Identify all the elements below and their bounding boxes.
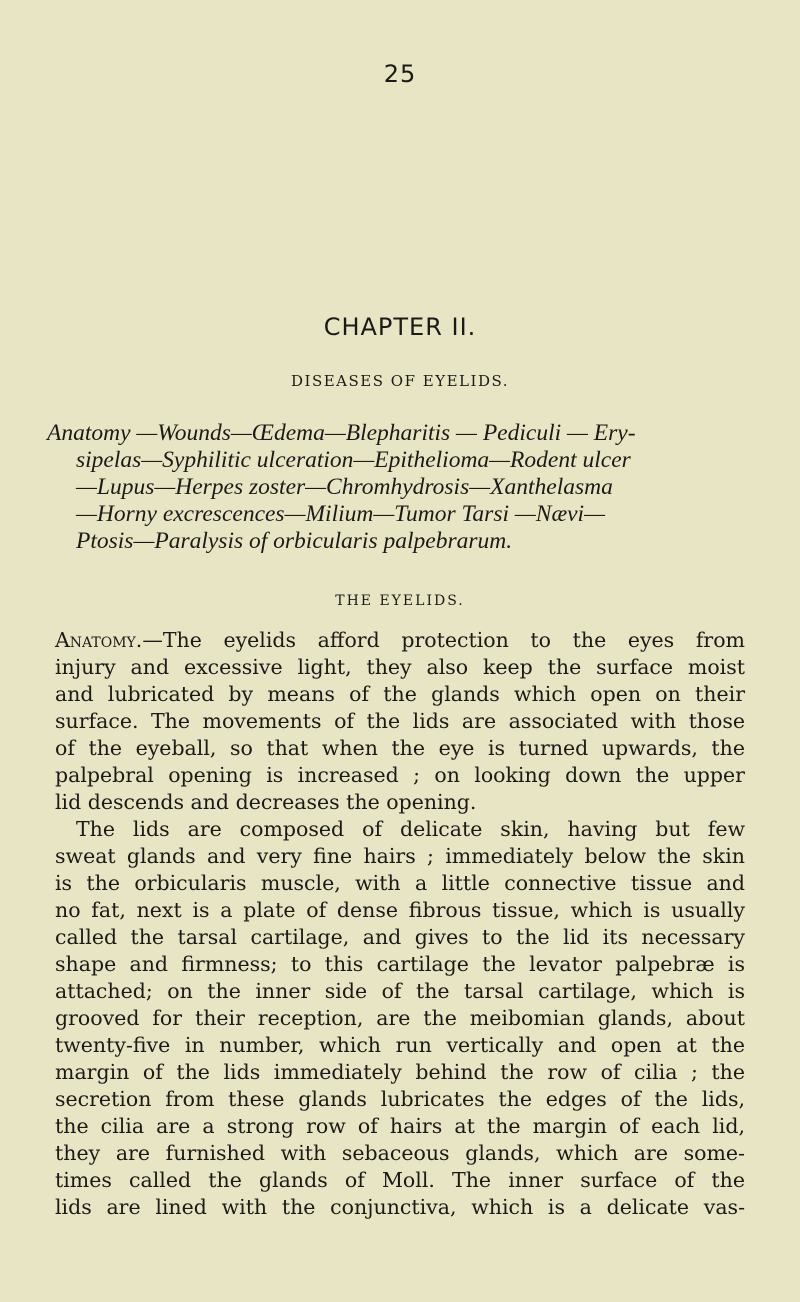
chapter-subtitle: DISEASES OF EYELIDS. [291,372,509,390]
paragraph-line: The lids are composed of delicate skin, having but few [76,817,745,841]
summary-line: —Horny excrescences—Milium—Tumor Tarsi —Nævi— [76,501,605,527]
paragraph-line: injury and excessive light, they also keep the surface moist [55,655,745,679]
summary-line: sipelas—Syphilitic ulceration—Epithelioma—Rodent ulcer [76,447,631,473]
paragraph-line: sweat glands and very fine hairs ; immediately below the skin [55,844,745,868]
summary-line: —Lupus—Herpes zoster—Chromhydrosis—Xanthelasma [76,474,613,500]
paragraph-line: twenty-five in number, which run vertically and open at the [55,1033,745,1057]
paragraph-line: Anatomy.—The eyelids afford protection to the eyes from [55,628,745,652]
paragraph-line: lids are lined with the conjunctiva, which is a delicate vas- [55,1195,745,1219]
paragraph-line: shape and firmness; to this cartilage the levator palpebræ is [55,952,745,976]
paragraph-line: is the orbicularis muscle, with a little connective tissue and [55,871,745,895]
paragraph-line: called the tarsal cartilage, and gives to the lid its necessary [55,925,745,949]
paragraph-line: margin of the lids immediately behind the row of cilia ; the [55,1060,745,1084]
paragraph-line: palpebral opening is increased ; on looking down the upper [55,763,745,787]
paragraph-line: grooved for their reception, are the meibomian glands, about [55,1006,745,1030]
summary-line: Ptosis—Paralysis of orbicularis palpebrarum. [76,528,513,554]
paragraph-line: and lubricated by means of the glands which open on their [55,682,745,706]
paragraph-line: times called the glands of Moll. The inner surface of the [55,1168,745,1192]
paragraph-line: secretion from these glands lubricates the edges of the lids, [55,1087,745,1111]
paragraph-line: attached; on the inner side of the tarsal cartilage, which is [55,979,745,1003]
section-heading: THE EYELIDS. [335,593,465,609]
paragraph-line: the cilia are a strong row of hairs at the margin of each lid, [55,1114,745,1138]
paragraph-line: lid descends and decreases the opening. [55,790,477,814]
paragraph-line: surface. The movements of the lids are associated with those [55,709,745,733]
page-number: 25 [383,60,417,88]
lead-word: Anatomy. [55,628,143,652]
paragraph-line: no fat, next is a plate of dense fibrous tissue, which is usually [55,898,745,922]
paragraph-line: they are furnished with sebaceous glands, which are some- [55,1141,745,1165]
summary-line: Anatomy —Wounds—Œdema—Blepharitis — Pediculi — Ery- [47,420,636,446]
paragraph-line: of the eyeball, so that when the eye is turned upwards, the [55,736,745,760]
chapter-title: CHAPTER II. [323,313,477,341]
